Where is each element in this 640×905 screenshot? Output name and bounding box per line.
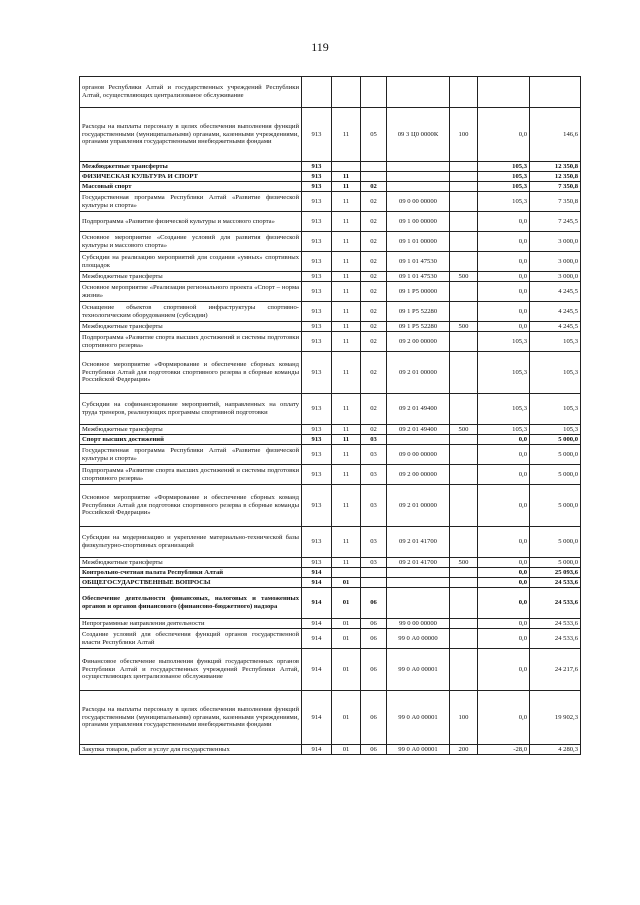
ministry-code-cell: 913 xyxy=(302,108,332,162)
ministry-code-cell: 913 xyxy=(302,182,332,192)
expense-type-cell xyxy=(450,445,478,465)
expense-type-cell xyxy=(450,619,478,629)
table-row xyxy=(80,619,581,629)
row-description: Основное мероприятие «Формирование и обеспечение сборных команд Республики Алтай для подготовки спортивного резерва в сборные команды Российской Федерации» xyxy=(80,485,302,527)
section-code-cell: 11 xyxy=(332,465,361,485)
amount-total-cell: 4 245,5 xyxy=(530,322,581,332)
section-code-cell: 11 xyxy=(332,182,361,192)
target-article-cell: 09 1 01 47530 xyxy=(387,272,450,282)
amount-change-cell: 0,0 xyxy=(478,322,530,332)
amount-total-cell: 105,3 xyxy=(530,332,581,352)
amount-change-cell: 0,0 xyxy=(478,527,530,558)
subsection-code-cell: 03 xyxy=(361,485,387,527)
expense-type-cell: 200 xyxy=(450,745,478,755)
row-description: Контрольно-счетная палата Республики Алтай xyxy=(80,568,302,578)
ministry-code-cell: 914 xyxy=(302,629,332,649)
table-row xyxy=(80,578,581,588)
table-row xyxy=(80,485,581,527)
subsection-code-cell: 03 xyxy=(361,558,387,568)
subsection-code-cell: 02 xyxy=(361,394,387,425)
ministry-code-cell: 913 xyxy=(302,212,332,232)
section-code-cell: 11 xyxy=(332,212,361,232)
target-article-cell xyxy=(387,77,450,108)
subsection-code-cell: 02 xyxy=(361,252,387,272)
section-code-cell: 11 xyxy=(332,192,361,212)
amount-total-cell: 7 350,8 xyxy=(530,182,581,192)
table-row xyxy=(80,394,581,425)
section-code-cell: 11 xyxy=(332,485,361,527)
table-row xyxy=(80,252,581,272)
expense-type-cell xyxy=(450,212,478,232)
amount-change-cell: 0,0 xyxy=(478,272,530,282)
table-row xyxy=(80,192,581,212)
row-description: Основное мероприятие «Формирование и обеспечение сборных команд Республики Алтай для подготовки спортивного резерва в сборные команды Российской Федерации» xyxy=(80,352,302,394)
ministry-code-cell: 913 xyxy=(302,252,332,272)
row-description: Государственная программа Республики Алтай «Развитие физической культуры и спорта» xyxy=(80,192,302,212)
subsection-code-cell: 02 xyxy=(361,322,387,332)
amount-change-cell: 105,3 xyxy=(478,394,530,425)
target-article-cell: 09 1 P5 52280 xyxy=(387,302,450,322)
target-article-cell: 09 3 Ц0 0000К xyxy=(387,108,450,162)
amount-total-cell: 5 000,0 xyxy=(530,527,581,558)
ministry-code-cell: 914 xyxy=(302,619,332,629)
amount-change-cell: 0,0 xyxy=(478,588,530,619)
amount-change-cell: 0,0 xyxy=(478,108,530,162)
amount-change-cell: 0,0 xyxy=(478,619,530,629)
section-code-cell: 01 xyxy=(332,649,361,691)
row-description: Межбюджетные трансферты xyxy=(80,558,302,568)
amount-total-cell: 105,3 xyxy=(530,394,581,425)
target-article-cell xyxy=(387,578,450,588)
amount-total-cell: 7 245,5 xyxy=(530,212,581,232)
target-article-cell xyxy=(387,182,450,192)
expense-type-cell xyxy=(450,465,478,485)
amount-total-cell: 4 280,3 xyxy=(530,745,581,755)
table-row xyxy=(80,568,581,578)
subsection-code-cell: 02 xyxy=(361,302,387,322)
target-article-cell: 09 2 01 41700 xyxy=(387,558,450,568)
table-row xyxy=(80,629,581,649)
target-article-cell: 09 2 00 00000 xyxy=(387,465,450,485)
amount-change-cell: -28,0 xyxy=(478,745,530,755)
row-description: Государственная программа Республики Алтай «Развитие физической культуры и спорта» xyxy=(80,445,302,465)
table-row xyxy=(80,588,581,619)
table-row xyxy=(80,649,581,691)
target-article-cell: 99 0 А0 00001 xyxy=(387,691,450,745)
ministry-code-cell: 913 xyxy=(302,394,332,425)
amount-total-cell: 3 000,0 xyxy=(530,272,581,282)
page-number: 119 xyxy=(311,40,329,54)
subsection-code-cell: 02 xyxy=(361,272,387,282)
section-code-cell xyxy=(332,162,361,172)
subsection-code-cell: 03 xyxy=(361,445,387,465)
amount-total-cell: 25 093,6 xyxy=(530,568,581,578)
ministry-code-cell: 913 xyxy=(302,302,332,322)
amount-total-cell: 24 533,6 xyxy=(530,629,581,649)
table-row xyxy=(80,162,581,172)
amount-change-cell: 0,0 xyxy=(478,435,530,445)
expense-type-cell: 500 xyxy=(450,322,478,332)
ministry-code-cell: 913 xyxy=(302,332,332,352)
row-description: Расходы на выплаты персоналу в целях обеспечения выполнения функций государственными (муниципальными) органами, казенными учреждениями, органами управления государственными внебюджетными фондами xyxy=(80,691,302,745)
amount-total-cell: 105,3 xyxy=(530,352,581,394)
subsection-code-cell: 02 xyxy=(361,212,387,232)
ministry-code-cell: 914 xyxy=(302,578,332,588)
amount-total-cell: 24 533,6 xyxy=(530,588,581,619)
row-description: Финансовое обеспечение выполнения функций государственных органов Республики Алтай и государственных учреждений Республики Алтай, осуществляющих централизованое обслуживание xyxy=(80,649,302,691)
expense-type-cell xyxy=(450,192,478,212)
row-description: ОБЩЕГОСУДАРСТВЕННЫЕ ВОПРОСЫ xyxy=(80,578,302,588)
subsection-code-cell: 06 xyxy=(361,691,387,745)
expense-type-cell xyxy=(450,182,478,192)
ministry-code-cell xyxy=(302,77,332,108)
amount-change-cell: 0,0 xyxy=(478,282,530,302)
row-description: Подпрограмма «Развитие спорта высших достижений и системы подготовки спортивного резерва» xyxy=(80,465,302,485)
section-code-cell: 11 xyxy=(332,252,361,272)
row-description: Оснащение объектов спортивной инфраструктуры спортивно-технологическим оборудованием (субсидии) xyxy=(80,302,302,322)
amount-change-cell: 0,0 xyxy=(478,212,530,232)
target-article-cell: 09 2 01 49400 xyxy=(387,425,450,435)
section-code-cell: 11 xyxy=(332,282,361,302)
target-article-cell: 99 0 00 00000 xyxy=(387,619,450,629)
amount-total-cell: 5 000,0 xyxy=(530,558,581,568)
target-article-cell: 09 1 01 00000 xyxy=(387,232,450,252)
row-description: Расходы на выплаты персоналу в целях обеспечения выполнения функций государственными (муниципальными) органами, казенными учреждениями, органами управления государственными внебюджетными фондами xyxy=(80,108,302,162)
row-description: Обеспечение деятельности финансовых, налоговых и таможенных органов и органов финансового (финансово-бюджетного) надзора xyxy=(80,588,302,619)
amount-change-cell: 105,3 xyxy=(478,352,530,394)
row-description: Субсидии на реализацию мероприятий для создания «умных» спортивных площадок xyxy=(80,252,302,272)
target-article-cell: 09 2 01 00000 xyxy=(387,352,450,394)
table-row xyxy=(80,558,581,568)
table-row xyxy=(80,527,581,558)
ministry-code-cell: 913 xyxy=(302,558,332,568)
row-description: Межбюджетные трансферты xyxy=(80,425,302,435)
amount-change-cell: 0,0 xyxy=(478,558,530,568)
amount-change-cell: 0,0 xyxy=(478,465,530,485)
row-description: Подпрограмма «Развитие физической культуры и массового спорта» xyxy=(80,212,302,232)
row-description: Межбюджетные трансферты xyxy=(80,162,302,172)
subsection-code-cell: 05 xyxy=(361,108,387,162)
section-code-cell: 01 xyxy=(332,588,361,619)
section-code-cell: 11 xyxy=(332,232,361,252)
amount-total-cell: 24 217,6 xyxy=(530,649,581,691)
amount-change-cell: 0,0 xyxy=(478,252,530,272)
section-code-cell: 11 xyxy=(332,435,361,445)
row-description: Спорт высших достижений xyxy=(80,435,302,445)
table-row xyxy=(80,445,581,465)
amount-total-cell: 12 350,8 xyxy=(530,172,581,182)
table-row xyxy=(80,272,581,282)
subsection-code-cell xyxy=(361,77,387,108)
row-description: Субсидии на софинансирование мероприятий, направленных на оплату труда тренеров, реализующих программы спортивной подготовки xyxy=(80,394,302,425)
row-description: Основное мероприятие «Реализация регионального проекта «Спорт – норма жизни» xyxy=(80,282,302,302)
expense-type-cell xyxy=(450,172,478,182)
target-article-cell: 09 2 00 00000 xyxy=(387,332,450,352)
amount-change-cell: 105,3 xyxy=(478,425,530,435)
expense-type-cell xyxy=(450,435,478,445)
expense-type-cell xyxy=(450,77,478,108)
expense-type-cell xyxy=(450,282,478,302)
row-description: Межбюджетные трансферты xyxy=(80,322,302,332)
target-article-cell: 99 0 А0 00000 xyxy=(387,629,450,649)
target-article-cell xyxy=(387,588,450,619)
target-article-cell: 09 1 P5 52280 xyxy=(387,322,450,332)
expense-type-cell: 100 xyxy=(450,108,478,162)
table-row xyxy=(80,302,581,322)
expense-type-cell: 500 xyxy=(450,558,478,568)
table-row xyxy=(80,465,581,485)
section-code-cell: 11 xyxy=(332,108,361,162)
amount-change-cell: 0,0 xyxy=(478,568,530,578)
ministry-code-cell: 914 xyxy=(302,568,332,578)
ministry-code-cell: 913 xyxy=(302,425,332,435)
amount-total-cell: 12 350,8 xyxy=(530,162,581,172)
expense-type-cell xyxy=(450,578,478,588)
table-row xyxy=(80,691,581,745)
table-row xyxy=(80,322,581,332)
target-article-cell xyxy=(387,435,450,445)
subsection-code-cell: 06 xyxy=(361,745,387,755)
row-description: Субсидии на модернизацию и укрепление материально-технической базы физкультурно-спортивных организаций xyxy=(80,527,302,558)
subsection-code-cell: 02 xyxy=(361,192,387,212)
target-article-cell xyxy=(387,172,450,182)
expense-type-cell xyxy=(450,332,478,352)
table-row xyxy=(80,77,581,108)
table-row xyxy=(80,435,581,445)
subsection-code-cell: 02 xyxy=(361,332,387,352)
expense-type-cell: 500 xyxy=(450,272,478,282)
ministry-code-cell: 913 xyxy=(302,322,332,332)
section-code-cell: 11 xyxy=(332,332,361,352)
row-description: Закупка товаров, работ и услуг для государственных xyxy=(80,745,302,755)
table-row xyxy=(80,282,581,302)
expense-type-cell: 100 xyxy=(450,691,478,745)
table-row xyxy=(80,182,581,192)
amount-total-cell: 24 533,6 xyxy=(530,578,581,588)
expense-type-cell xyxy=(450,232,478,252)
section-code-cell: 11 xyxy=(332,558,361,568)
section-code-cell: 11 xyxy=(332,527,361,558)
section-code-cell: 01 xyxy=(332,691,361,745)
section-code-cell: 11 xyxy=(332,322,361,332)
ministry-code-cell: 913 xyxy=(302,272,332,282)
amount-change-cell: 0,0 xyxy=(478,302,530,322)
amount-change-cell: 105,3 xyxy=(478,182,530,192)
amount-total-cell xyxy=(530,77,581,108)
table-row xyxy=(80,108,581,162)
amount-total-cell: 146,6 xyxy=(530,108,581,162)
expense-type-cell xyxy=(450,352,478,394)
subsection-code-cell: 02 xyxy=(361,182,387,192)
budget-table xyxy=(79,76,581,755)
amount-change-cell: 0,0 xyxy=(478,691,530,745)
subsection-code-cell xyxy=(361,568,387,578)
subsection-code-cell: 03 xyxy=(361,527,387,558)
expense-type-cell xyxy=(450,568,478,578)
amount-total-cell: 3 000,0 xyxy=(530,232,581,252)
subsection-code-cell: 02 xyxy=(361,232,387,252)
table-row xyxy=(80,212,581,232)
amount-total-cell: 4 245,5 xyxy=(530,282,581,302)
table-row xyxy=(80,745,581,755)
subsection-code-cell: 06 xyxy=(361,588,387,619)
section-code-cell: 11 xyxy=(332,302,361,322)
subsection-code-cell: 06 xyxy=(361,649,387,691)
target-article-cell: 09 0 00 00000 xyxy=(387,192,450,212)
ministry-code-cell: 913 xyxy=(302,352,332,394)
target-article-cell: 09 1 P5 00000 xyxy=(387,282,450,302)
expense-type-cell xyxy=(450,588,478,619)
row-description: Основное мероприятие «Создание условий для развития физической культуры и массового спорта» xyxy=(80,232,302,252)
row-description: Создание условий для обеспечения функций органов государственной власти Республики Алтай xyxy=(80,629,302,649)
amount-total-cell: 5 000,0 xyxy=(530,485,581,527)
amount-change-cell: 0,0 xyxy=(478,629,530,649)
subsection-code-cell: 02 xyxy=(361,352,387,394)
amount-total-cell: 3 000,0 xyxy=(530,252,581,272)
amount-change-cell: 0,0 xyxy=(478,578,530,588)
subsection-code-cell: 03 xyxy=(361,465,387,485)
ministry-code-cell: 913 xyxy=(302,232,332,252)
section-code-cell: 11 xyxy=(332,394,361,425)
row-description: органов Республики Алтай и государственных учреждений Республики Алтай, осуществляющих централизованое обслуживание xyxy=(80,77,302,108)
subsection-code-cell: 02 xyxy=(361,425,387,435)
row-description: Массовый спорт xyxy=(80,182,302,192)
expense-type-cell xyxy=(450,394,478,425)
amount-change-cell: 0,0 xyxy=(478,232,530,252)
expense-type-cell xyxy=(450,485,478,527)
expense-type-cell xyxy=(450,629,478,649)
expense-type-cell xyxy=(450,302,478,322)
ministry-code-cell: 913 xyxy=(302,485,332,527)
section-code-cell: 11 xyxy=(332,172,361,182)
target-article-cell: 09 2 01 49400 xyxy=(387,394,450,425)
section-code-cell: 11 xyxy=(332,445,361,465)
ministry-code-cell: 914 xyxy=(302,649,332,691)
target-article-cell: 09 2 01 41700 xyxy=(387,527,450,558)
section-code-cell: 01 xyxy=(332,629,361,649)
amount-change-cell: 105,3 xyxy=(478,172,530,182)
target-article-cell: 99 0 А0 00001 xyxy=(387,649,450,691)
table-row xyxy=(80,172,581,182)
expense-type-cell xyxy=(450,252,478,272)
expense-type-cell xyxy=(450,527,478,558)
table-row xyxy=(80,332,581,352)
table-row xyxy=(80,232,581,252)
section-code-cell: 11 xyxy=(332,352,361,394)
ministry-code-cell: 913 xyxy=(302,172,332,182)
table-row xyxy=(80,425,581,435)
expense-type-cell: 500 xyxy=(450,425,478,435)
ministry-code-cell: 913 xyxy=(302,527,332,558)
ministry-code-cell: 914 xyxy=(302,691,332,745)
target-article-cell: 09 0 00 00000 xyxy=(387,445,450,465)
row-description: ФИЗИЧЕСКАЯ КУЛЬТУРА И СПОРТ xyxy=(80,172,302,182)
subsection-code-cell xyxy=(361,172,387,182)
section-code-cell: 01 xyxy=(332,619,361,629)
target-article-cell: 09 1 00 00000 xyxy=(387,212,450,232)
amount-change-cell: 105,3 xyxy=(478,162,530,172)
row-description: Подпрограмма «Развитие спорта высших достижений и системы подготовки спортивного резерва» xyxy=(80,332,302,352)
amount-change-cell: 0,0 xyxy=(478,445,530,465)
amount-total-cell: 5 000,0 xyxy=(530,435,581,445)
subsection-code-cell: 06 xyxy=(361,629,387,649)
section-code-cell: 01 xyxy=(332,578,361,588)
amount-total-cell: 105,3 xyxy=(530,425,581,435)
subsection-code-cell: 06 xyxy=(361,619,387,629)
ministry-code-cell: 913 xyxy=(302,465,332,485)
target-article-cell xyxy=(387,162,450,172)
ministry-code-cell: 913 xyxy=(302,282,332,302)
target-article-cell: 99 0 А0 00001 xyxy=(387,745,450,755)
ministry-code-cell: 913 xyxy=(302,162,332,172)
table-row xyxy=(80,352,581,394)
expense-type-cell xyxy=(450,649,478,691)
target-article-cell: 09 2 01 00000 xyxy=(387,485,450,527)
section-code-cell: 01 xyxy=(332,745,361,755)
row-description: Межбюджетные трансферты xyxy=(80,272,302,282)
section-code-cell: 11 xyxy=(332,272,361,282)
section-code-cell xyxy=(332,568,361,578)
amount-total-cell: 5 000,0 xyxy=(530,445,581,465)
subsection-code-cell: 02 xyxy=(361,282,387,302)
amount-total-cell: 4 245,5 xyxy=(530,302,581,322)
expense-type-cell xyxy=(450,162,478,172)
amount-change-cell: 0,0 xyxy=(478,649,530,691)
amount-change-cell: 105,3 xyxy=(478,332,530,352)
ministry-code-cell: 913 xyxy=(302,445,332,465)
section-code-cell: 11 xyxy=(332,425,361,435)
amount-total-cell: 5 000,0 xyxy=(530,465,581,485)
subsection-code-cell xyxy=(361,578,387,588)
amount-change-cell: 0,0 xyxy=(478,485,530,527)
target-article-cell xyxy=(387,568,450,578)
subsection-code-cell: 03 xyxy=(361,435,387,445)
section-code-cell xyxy=(332,77,361,108)
amount-change-cell: 105,3 xyxy=(478,192,530,212)
ministry-code-cell: 913 xyxy=(302,192,332,212)
amount-change-cell xyxy=(478,77,530,108)
amount-total-cell: 24 533,6 xyxy=(530,619,581,629)
amount-total-cell: 7 350,8 xyxy=(530,192,581,212)
ministry-code-cell: 914 xyxy=(302,745,332,755)
amount-total-cell: 19 902,3 xyxy=(530,691,581,745)
subsection-code-cell xyxy=(361,162,387,172)
ministry-code-cell: 914 xyxy=(302,588,332,619)
ministry-code-cell: 913 xyxy=(302,435,332,445)
target-article-cell: 09 1 01 47530 xyxy=(387,252,450,272)
row-description: Непрограммные направления деятельности xyxy=(80,619,302,629)
